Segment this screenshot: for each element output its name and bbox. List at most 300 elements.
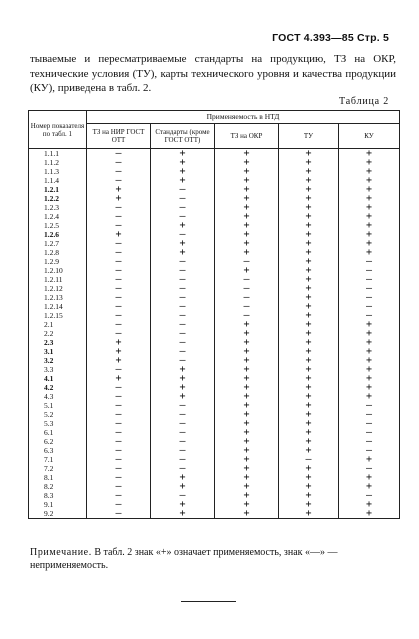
applicability-cell: +: [151, 239, 215, 248]
row-index-cell: 1.2.13: [29, 293, 87, 302]
applicability-cell: +: [279, 374, 339, 383]
applicability-cell: +: [339, 185, 400, 194]
table-row: [29, 464, 400, 473]
row-index-cell: 9.1: [29, 500, 87, 509]
applicability-cell: —: [339, 428, 400, 437]
table-row: [29, 365, 400, 374]
applicability-cell: +: [215, 347, 279, 356]
row-index-cell: 1.1.2: [29, 158, 87, 167]
column-header-ku: КУ: [339, 124, 400, 149]
applicability-cell: +: [279, 194, 339, 203]
applicability-cell: —: [87, 275, 151, 284]
applicability-cell: —: [151, 446, 215, 455]
applicability-cell: —: [87, 158, 151, 167]
table-row: [29, 230, 400, 239]
applicability-cell: +: [339, 248, 400, 257]
table-row: [29, 185, 400, 194]
applicability-cell: +: [151, 482, 215, 491]
applicability-cell: +: [215, 446, 279, 455]
applicability-cell: +: [215, 194, 279, 203]
applicability-cell: +: [151, 167, 215, 176]
table-row: [29, 266, 400, 275]
applicability-cell: —: [151, 329, 215, 338]
applicability-cell: +: [151, 365, 215, 374]
applicability-cell: +: [339, 473, 400, 482]
table-row: [29, 293, 400, 302]
applicability-group-header: Применяемость в НТД: [87, 111, 400, 124]
applicability-cell: +: [279, 365, 339, 374]
applicability-cell: +: [215, 203, 279, 212]
applicability-cell: +: [215, 266, 279, 275]
applicability-cell: —: [279, 455, 339, 464]
row-index-cell: 1.2.3: [29, 203, 87, 212]
applicability-cell: +: [279, 509, 339, 519]
table-row: [29, 473, 400, 482]
applicability-cell: +: [215, 320, 279, 329]
row-index-cell: 2.1: [29, 320, 87, 329]
table-row: [29, 248, 400, 257]
row-index-cell: 5.1: [29, 401, 87, 410]
applicability-cell: +: [279, 257, 339, 266]
applicability-cell: —: [151, 284, 215, 293]
applicability-cell: —: [339, 302, 400, 311]
applicability-cell: +: [339, 383, 400, 392]
applicability-cell: +: [339, 176, 400, 185]
applicability-cell: +: [87, 356, 151, 365]
applicability-cell: —: [87, 509, 151, 519]
applicability-cell: +: [215, 248, 279, 257]
applicability-cell: —: [87, 203, 151, 212]
row-index-cell: 1.1.3: [29, 167, 87, 176]
applicability-cell: +: [339, 392, 400, 401]
applicability-cell: +: [215, 221, 279, 230]
applicability-cell: +: [215, 167, 279, 176]
applicability-cell: +: [339, 149, 400, 159]
applicability-cell: +: [215, 230, 279, 239]
row-index-cell: 1.2.9: [29, 257, 87, 266]
applicability-cell: +: [279, 275, 339, 284]
row-index-cell: 3.3: [29, 365, 87, 374]
applicability-cell: —: [215, 275, 279, 284]
applicability-cell: +: [215, 338, 279, 347]
applicability-cell: —: [87, 302, 151, 311]
applicability-cell: +: [215, 464, 279, 473]
applicability-cell: +: [279, 482, 339, 491]
table-row: [29, 401, 400, 410]
table-row: [29, 329, 400, 338]
applicability-cell: +: [339, 365, 400, 374]
applicability-cell: +: [215, 428, 279, 437]
applicability-cell: +: [339, 167, 400, 176]
applicability-cell: +: [215, 158, 279, 167]
applicability-cell: +: [279, 221, 339, 230]
applicability-cell: —: [339, 491, 400, 500]
applicability-cell: —: [87, 221, 151, 230]
applicability-cell: +: [279, 401, 339, 410]
applicability-cell: +: [151, 374, 215, 383]
applicability-cell: +: [279, 311, 339, 320]
applicability-cell: +: [339, 221, 400, 230]
applicability-cell: —: [87, 167, 151, 176]
applicability-cell: +: [151, 221, 215, 230]
applicability-cell: —: [87, 446, 151, 455]
applicability-cell: +: [87, 185, 151, 194]
applicability-cell: +: [151, 158, 215, 167]
applicability-cell: +: [215, 410, 279, 419]
applicability-cell: +: [279, 392, 339, 401]
applicability-cell: +: [339, 347, 400, 356]
applicability-cell: —: [87, 320, 151, 329]
applicability-cell: —: [151, 437, 215, 446]
row-index-cell: 1.2.4: [29, 212, 87, 221]
intro-paragraph: тываемые и пересматриваемые стандарты на продукцию, ТЗ на ОКР, технические условия (ТУ), карты технического уровня и качества продукции (КУ), приведена в табл. 2.: [30, 53, 396, 94]
applicability-cell: —: [151, 455, 215, 464]
applicability-cell: +: [215, 455, 279, 464]
applicability-cell: +: [215, 374, 279, 383]
applicability-cell: +: [339, 239, 400, 248]
applicability-cell: +: [215, 392, 279, 401]
applicability-cell: +: [279, 329, 339, 338]
table-row: [29, 446, 400, 455]
applicability-cell: +: [215, 437, 279, 446]
applicability-cell: —: [151, 185, 215, 194]
applicability-cell: +: [215, 491, 279, 500]
applicability-cell: —: [151, 356, 215, 365]
applicability-cell: —: [87, 437, 151, 446]
row-index-cell: 1.2.2: [29, 194, 87, 203]
table-row: [29, 194, 400, 203]
applicability-cell: +: [215, 365, 279, 374]
applicability-cell: —: [87, 293, 151, 302]
applicability-cell: +: [279, 500, 339, 509]
row-index-cell: 4.1: [29, 374, 87, 383]
applicability-cell: +: [215, 149, 279, 159]
applicability-cell: —: [339, 284, 400, 293]
applicability-cell: —: [151, 194, 215, 203]
applicability-cell: +: [279, 320, 339, 329]
applicability-cell: +: [339, 455, 400, 464]
table-row: [29, 257, 400, 266]
applicability-cell: +: [215, 185, 279, 194]
applicability-cell: +: [279, 248, 339, 257]
applicability-cell: +: [151, 383, 215, 392]
table-row: [29, 491, 400, 500]
applicability-cell: —: [87, 428, 151, 437]
applicability-cell: +: [87, 347, 151, 356]
applicability-cell: —: [339, 401, 400, 410]
table-row: [29, 149, 400, 159]
applicability-cell: —: [87, 410, 151, 419]
row-index-cell: 5.3: [29, 419, 87, 428]
table-row: [29, 158, 400, 167]
table-row: [29, 338, 400, 347]
applicability-cell: +: [279, 347, 339, 356]
applicability-cell: —: [339, 446, 400, 455]
applicability-cell: +: [279, 491, 339, 500]
page-header: ГОСТ 4.393—85 Стр. 5: [272, 32, 389, 44]
applicability-cell: +: [151, 248, 215, 257]
applicability-cell: +: [151, 392, 215, 401]
applicability-cell: —: [87, 257, 151, 266]
row-index-cell: 8.1: [29, 473, 87, 482]
row-index-cell: 1.2.14: [29, 302, 87, 311]
applicability-cell: +: [279, 464, 339, 473]
applicability-cell: +: [279, 446, 339, 455]
table-row: [29, 212, 400, 221]
applicability-cell: +: [279, 419, 339, 428]
applicability-cell: +: [339, 482, 400, 491]
applicability-cell: —: [339, 437, 400, 446]
applicability-cell: +: [279, 428, 339, 437]
row-index-cell: 7.2: [29, 464, 87, 473]
row-index-cell: 4.2: [29, 383, 87, 392]
applicability-cell: —: [87, 500, 151, 509]
applicability-cell: —: [87, 491, 151, 500]
table-row: [29, 302, 400, 311]
applicability-cell: —: [87, 401, 151, 410]
applicability-cell: —: [151, 491, 215, 500]
applicability-cell: —: [151, 347, 215, 356]
applicability-cell: —: [215, 284, 279, 293]
applicability-cell: +: [339, 212, 400, 221]
applicability-cell: +: [215, 500, 279, 509]
table-row: [29, 275, 400, 284]
row-index-cell: 4.3: [29, 392, 87, 401]
applicability-cell: —: [87, 383, 151, 392]
note-text: В табл. 2 знак «+» означает применяемость, знак «—» — неприменяемость.: [30, 547, 338, 571]
applicability-cell: —: [151, 266, 215, 275]
applicability-cell: +: [279, 437, 339, 446]
applicability-cell: —: [151, 464, 215, 473]
applicability-cell: +: [279, 158, 339, 167]
applicability-cell: +: [215, 419, 279, 428]
note-label: Примечание.: [30, 547, 92, 558]
applicability-cell: —: [151, 275, 215, 284]
applicability-cell: —: [339, 311, 400, 320]
table-row: [29, 311, 400, 320]
applicability-cell: +: [151, 500, 215, 509]
applicability-cell: +: [339, 158, 400, 167]
row-index-cell: 1.2.1: [29, 185, 87, 194]
table-row: [29, 167, 400, 176]
applicability-cell: —: [151, 230, 215, 239]
applicability-cell: +: [279, 473, 339, 482]
applicability-cell: +: [279, 338, 339, 347]
applicability-cell: —: [87, 176, 151, 185]
applicability-cell: +: [215, 509, 279, 519]
applicability-cell: —: [87, 482, 151, 491]
applicability-cell: —: [87, 266, 151, 275]
applicability-cell: —: [87, 311, 151, 320]
column-header-tu: ТУ: [279, 124, 339, 149]
row-index-cell: 3.2: [29, 356, 87, 365]
applicability-cell: —: [87, 239, 151, 248]
applicability-cell: —: [87, 455, 151, 464]
table-row: [29, 392, 400, 401]
applicability-cell: —: [151, 212, 215, 221]
applicability-cell: —: [151, 311, 215, 320]
applicability-cell: +: [339, 374, 400, 383]
applicability-cell: +: [215, 176, 279, 185]
applicability-cell: +: [279, 149, 339, 159]
applicability-cell: —: [339, 410, 400, 419]
applicability-cell: +: [279, 356, 339, 365]
row-index-cell: 6.2: [29, 437, 87, 446]
applicability-cell: —: [151, 419, 215, 428]
applicability-cell: —: [87, 464, 151, 473]
applicability-cell: +: [279, 176, 339, 185]
applicability-cell: —: [339, 275, 400, 284]
applicability-cell: +: [279, 212, 339, 221]
row-index-cell: 1.2.5: [29, 221, 87, 230]
column-header-standards: Стандарты (кроме ГОСТ ОТТ): [151, 124, 215, 149]
row-index-cell: 8.2: [29, 482, 87, 491]
table-row: [29, 203, 400, 212]
table-row: [29, 347, 400, 356]
table-row: [29, 437, 400, 446]
column-header-tz-nir: ТЗ на НИР ГОСТ ОТТ: [87, 124, 151, 149]
applicability-cell: +: [339, 320, 400, 329]
table-row: [29, 221, 400, 230]
row-index-cell: 1.1.4: [29, 176, 87, 185]
applicability-cell: —: [339, 464, 400, 473]
applicability-cell: —: [87, 149, 151, 159]
row-index-cell: 1.1.1: [29, 149, 87, 159]
table-row: [29, 320, 400, 329]
applicability-cell: +: [279, 185, 339, 194]
applicability-cell: +: [339, 338, 400, 347]
row-index-cell: 8.3: [29, 491, 87, 500]
applicability-cell: +: [215, 212, 279, 221]
applicability-cell: —: [87, 473, 151, 482]
applicability-cell: +: [151, 509, 215, 519]
table-row: [29, 428, 400, 437]
applicability-table: [28, 110, 400, 519]
applicability-cell: +: [215, 329, 279, 338]
row-index-cell: 3.1: [29, 347, 87, 356]
applicability-cell: —: [339, 257, 400, 266]
applicability-cell: +: [339, 329, 400, 338]
applicability-cell: —: [87, 329, 151, 338]
table-row: [29, 410, 400, 419]
table-row: [29, 239, 400, 248]
applicability-cell: —: [339, 293, 400, 302]
applicability-cell: +: [87, 374, 151, 383]
applicability-cell: +: [279, 410, 339, 419]
applicability-cell: +: [279, 302, 339, 311]
applicability-cell: +: [339, 509, 400, 519]
applicability-cell: +: [215, 383, 279, 392]
applicability-cell: +: [87, 194, 151, 203]
applicability-cell: +: [339, 230, 400, 239]
applicability-cell: —: [215, 293, 279, 302]
applicability-cell: +: [279, 203, 339, 212]
applicability-cell: —: [215, 302, 279, 311]
table-row: [29, 500, 400, 509]
footer-rule: [181, 601, 236, 602]
table-row: [29, 356, 400, 365]
applicability-cell: +: [339, 203, 400, 212]
applicability-cell: +: [215, 239, 279, 248]
index-column-header: Номер показателя по табл. 1: [29, 111, 87, 149]
applicability-cell: +: [151, 473, 215, 482]
applicability-cell: —: [215, 257, 279, 266]
applicability-cell: —: [339, 266, 400, 275]
table-row: [29, 284, 400, 293]
row-index-cell: 9.2: [29, 509, 87, 519]
applicability-cell: —: [151, 320, 215, 329]
row-index-cell: 2.3: [29, 338, 87, 347]
applicability-cell: +: [215, 401, 279, 410]
applicability-cell: —: [151, 257, 215, 266]
column-header-tz-okr: ТЗ на ОКР: [215, 124, 279, 149]
table-label: Таблица 2: [339, 96, 389, 107]
applicability-cell: +: [339, 194, 400, 203]
applicability-cell: +: [215, 473, 279, 482]
applicability-cell: —: [151, 401, 215, 410]
table-body: [29, 149, 400, 519]
row-index-cell: 2.2: [29, 329, 87, 338]
applicability-cell: —: [87, 392, 151, 401]
table-row: [29, 482, 400, 491]
table-row: [29, 383, 400, 392]
table-row: [29, 509, 400, 519]
applicability-cell: —: [151, 338, 215, 347]
applicability-cell: +: [279, 266, 339, 275]
applicability-cell: +: [279, 230, 339, 239]
table-row: [29, 374, 400, 383]
applicability-cell: +: [151, 176, 215, 185]
applicability-cell: +: [151, 149, 215, 159]
applicability-cell: —: [151, 410, 215, 419]
row-index-cell: 1.2.8: [29, 248, 87, 257]
applicability-cell: —: [151, 302, 215, 311]
applicability-cell: —: [215, 311, 279, 320]
table-note: [30, 546, 396, 572]
applicability-cell: +: [215, 356, 279, 365]
applicability-cell: —: [151, 428, 215, 437]
applicability-cell: +: [279, 239, 339, 248]
row-index-cell: 7.1: [29, 455, 87, 464]
applicability-cell: —: [151, 203, 215, 212]
row-index-cell: 1.2.7: [29, 239, 87, 248]
applicability-cell: +: [279, 383, 339, 392]
row-index-cell: 1.2.6: [29, 230, 87, 239]
row-index-cell: 6.1: [29, 428, 87, 437]
table-row: [29, 455, 400, 464]
applicability-cell: +: [339, 356, 400, 365]
applicability-cell: —: [87, 212, 151, 221]
applicability-cell: —: [87, 248, 151, 257]
row-index-cell: 1.2.10: [29, 266, 87, 275]
applicability-cell: +: [215, 482, 279, 491]
applicability-cell: —: [151, 293, 215, 302]
applicability-cell: +: [279, 167, 339, 176]
applicability-cell: +: [279, 293, 339, 302]
applicability-cell: +: [87, 338, 151, 347]
applicability-cell: +: [279, 284, 339, 293]
applicability-cell: —: [87, 284, 151, 293]
applicability-cell: —: [87, 419, 151, 428]
table-row: [29, 176, 400, 185]
row-index-cell: 5.2: [29, 410, 87, 419]
applicability-cell: —: [339, 419, 400, 428]
row-index-cell: 1.2.15: [29, 311, 87, 320]
table-row: [29, 419, 400, 428]
applicability-cell: +: [87, 230, 151, 239]
applicability-cell: —: [87, 365, 151, 374]
applicability-cell: +: [339, 500, 400, 509]
